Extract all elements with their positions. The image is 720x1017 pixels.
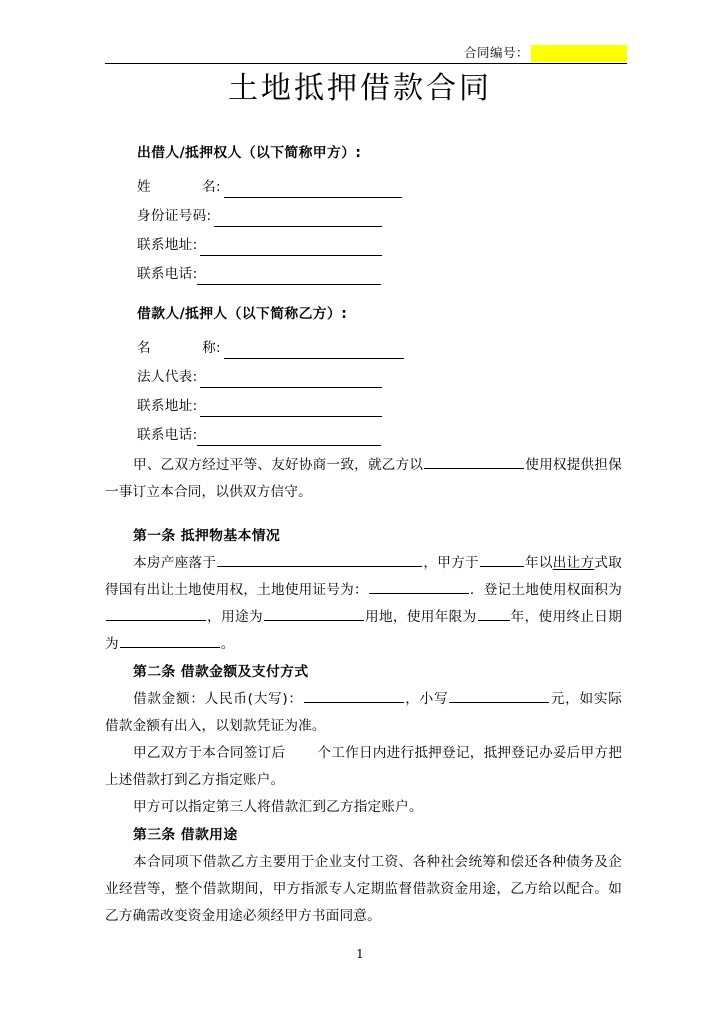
a1-text-2: ，甲方于 — [423, 555, 479, 571]
party-a-address-label: 联系地址: — [137, 237, 198, 253]
party-b-address-label: 联系地址: — [137, 398, 198, 414]
party-b-address-input[interactable] — [200, 401, 382, 417]
a1-text-11: 。 — [220, 636, 235, 652]
party-b-phone-label: 联系电话: — [137, 427, 198, 443]
a1-text-3: 年以 — [524, 555, 553, 571]
article-1-paragraph — [105, 550, 622, 658]
party-a-phone-input[interactable] — [197, 269, 381, 285]
article-3-heading: 第三条 借款用途 — [133, 827, 238, 843]
preamble-text-1: 甲、乙双方经过平等、友好协商一致，就乙方以 — [133, 457, 424, 473]
a1-cert-no-blank[interactable] — [369, 579, 469, 594]
party-b-name-input[interactable] — [224, 343, 404, 359]
preamble-paragraph — [105, 452, 622, 506]
contract-number-input[interactable] — [531, 45, 627, 62]
field-row — [137, 330, 622, 359]
a1-end-date-blank[interactable] — [120, 633, 220, 648]
article-2-paragraph-3: 甲方可以指定第三人将借款汇到乙方指定账户。 — [133, 799, 423, 815]
party-a-id-input[interactable] — [214, 211, 382, 227]
a1-text-6: ．登记土地使用权面积为 — [469, 582, 622, 598]
article-2-paragraph-2 — [105, 740, 622, 794]
field-row — [137, 388, 622, 417]
party-a-heading: 出借人/抵押权人（以下简称甲方）: — [137, 145, 362, 161]
article-3-paragraph-1: 本合同项下借款乙方主要用于企业支付工资、各种社会统筹和偿还各种债务及企业经营等，整个借款期间，甲方指派专人定期监督借款资金用途，乙方给以配合。如乙方确需改变资金用途必须经甲方书面同意。 — [105, 854, 622, 924]
page-number: 1 — [356, 947, 364, 961]
party-a-phone-label: 联系电话: — [137, 266, 198, 282]
field-colon: : — [216, 179, 221, 195]
a1-text-1: 本房产座落于 — [133, 555, 217, 571]
a2-text-5: 个工作日内进行抵押登记，抵押登记办妥后甲方把上述借款打到乙方指定账户。 — [105, 745, 623, 788]
document-header — [105, 40, 627, 64]
a2-days-blank[interactable] — [285, 743, 317, 757]
party-b-fields — [105, 330, 622, 446]
a2-amount-words-blank[interactable] — [304, 688, 404, 703]
a2-text-1: 借款金额：人民币(大写)： — [133, 691, 303, 707]
field-row — [137, 359, 622, 388]
field-row — [137, 417, 622, 446]
a1-term-blank[interactable] — [478, 606, 510, 621]
party-a-name-label: 姓 名 — [137, 179, 216, 195]
a1-text-5: 式取得国有出让土地使用权，土地使用证号为： — [105, 555, 623, 598]
a1-text-9: 用地，使用年限为 — [364, 609, 477, 625]
a2-text-4: 甲乙双方于本合同签订后 — [133, 745, 286, 761]
a1-usage-blank[interactable] — [264, 606, 364, 621]
contract-number-label: 合同编号： — [463, 45, 529, 60]
field-colon: : — [216, 340, 221, 356]
preamble-blank[interactable] — [424, 454, 524, 469]
article-2-heading: 第二条 借款金额及支付方式 — [133, 664, 309, 680]
a1-text-4: 出让方 — [552, 555, 595, 571]
party-a-fields — [105, 169, 622, 285]
preamble-text-2: 使用权提供担保一事订立本合同，以供双方信守。 — [105, 457, 622, 500]
party-b-phone-input[interactable] — [197, 430, 381, 446]
party-b-heading: 借款人/抵押人（以下简称乙方）: — [137, 306, 348, 322]
article-1-heading: 第一条 抵押物基本情况 — [133, 528, 281, 544]
field-row — [137, 227, 622, 256]
page-title: 土地抵押借款合同 — [228, 71, 492, 106]
party-b-legal-rep-input[interactable] — [200, 372, 382, 388]
party-b-legal-rep-label: 法人代表: — [137, 369, 198, 385]
document-body — [105, 140, 622, 930]
a1-area-blank[interactable] — [106, 606, 206, 621]
spacer — [105, 506, 622, 522]
article-2-paragraph-1 — [105, 686, 622, 740]
a2-amount-digits-blank[interactable] — [449, 688, 549, 703]
a1-location-blank[interactable] — [217, 552, 422, 567]
a1-year-blank[interactable] — [480, 552, 524, 567]
party-a-id-label: 身份证号码: — [137, 208, 212, 224]
a1-text-8: ，用途为 — [207, 609, 263, 625]
field-row — [137, 198, 622, 227]
party-a-address-input[interactable] — [200, 240, 382, 256]
a1-text-10: 年，使用终止日期为 — [105, 609, 622, 652]
a2-text-3: 元，如实际借款金额有出入，以划款凭证为准。 — [105, 691, 622, 734]
a2-text-2: ，小写 — [404, 691, 449, 707]
party-a-name-input[interactable] — [224, 182, 402, 198]
spacer — [105, 285, 622, 301]
party-b-name-label: 名 称 — [137, 340, 216, 356]
field-row — [137, 169, 622, 198]
field-row — [137, 256, 622, 285]
